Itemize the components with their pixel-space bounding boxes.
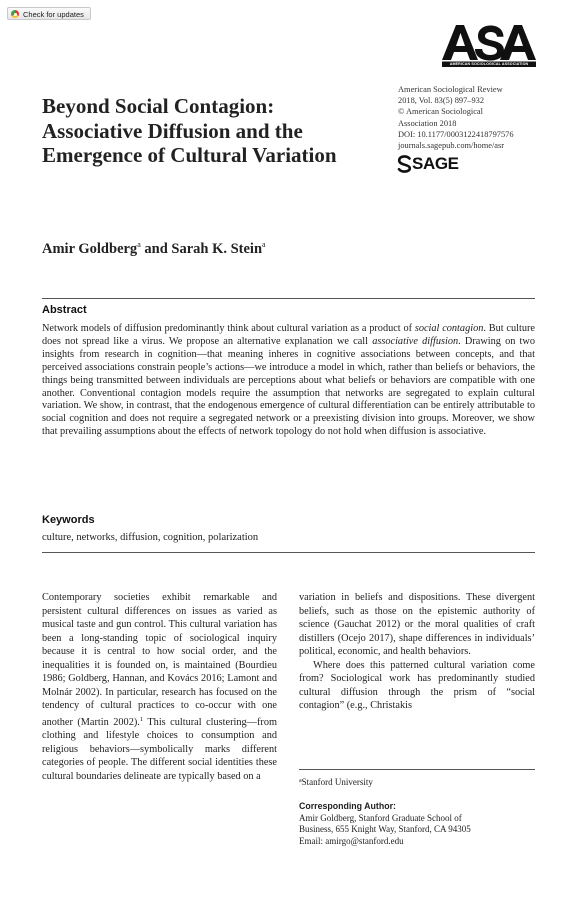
body-paragraph: variation in beliefs and dispositions. These divergent beliefs, such as those on the epistemic authority of science (Gauchat 2012) or the moral qualities of craft distillers (Ocejo 2017), shape differences in individuals’ political, economic, and health behaviors. bbox=[299, 592, 535, 657]
affiliation-mark: a bbox=[299, 778, 302, 784]
author-name: Amir Goldberg bbox=[42, 241, 138, 257]
asa-logo-subtitle: AMERICAN SOCIOLOGICAL ASSOCIATION bbox=[449, 61, 529, 66]
abstract-emphasis: associative diffusion bbox=[372, 335, 459, 347]
journal-volume: 2018, Vol. 83(5) 897–932 bbox=[398, 96, 485, 106]
sage-wordmark: SAGE bbox=[412, 154, 459, 173]
abstract-segment: . But culture does not spread like a virus. We propose an alternative explanation we call bbox=[42, 323, 535, 347]
journal-url[interactable]: journals.sagepub.com/home/asr bbox=[398, 141, 505, 151]
abstract-segment: Network models of diffusion predominantly think about cultural variation as a product of bbox=[42, 323, 415, 334]
body-column-left bbox=[42, 591, 277, 783]
abstract-top-rule bbox=[42, 298, 535, 299]
check-for-updates-button[interactable] bbox=[7, 7, 91, 20]
keywords-list: culture, networks, diffusion, cognition, polarization bbox=[42, 532, 259, 543]
abstract-text bbox=[42, 323, 535, 439]
journal-name: American Sociological Review bbox=[398, 85, 503, 94]
check-for-updates-label: Check for updates bbox=[23, 10, 84, 19]
footnote-marker[interactable]: 1 bbox=[139, 715, 144, 723]
keywords-heading: Keywords bbox=[42, 514, 95, 526]
keywords-bottom-rule bbox=[42, 552, 535, 553]
sage-s-mark-icon bbox=[397, 155, 412, 173]
affiliation-text: Stanford University bbox=[301, 777, 373, 787]
author-list bbox=[42, 240, 266, 258]
author-connector: and bbox=[140, 241, 172, 257]
journal-info bbox=[398, 84, 548, 151]
corresponding-author-label: Corresponding Author: bbox=[299, 801, 396, 811]
abstract-heading: Abstract bbox=[42, 304, 87, 316]
corresponding-author-line: Business, 655 Knight Way, Stanford, CA 94305 bbox=[299, 824, 471, 834]
author-affiliation-mark: a bbox=[137, 240, 141, 249]
corresponding-author bbox=[299, 801, 539, 847]
author-affiliation-mark: a bbox=[262, 240, 266, 249]
crossmark-icon bbox=[11, 10, 19, 18]
journal-doi[interactable]: DOI: 10.1177/0003122418797576 bbox=[398, 129, 514, 139]
corresponding-author-email[interactable]: Email: amirgo@stanford.edu bbox=[299, 835, 404, 846]
corresponding-author-line: Amir Goldberg, Stanford Graduate School of bbox=[299, 812, 462, 823]
abstract-emphasis: social contagion bbox=[414, 323, 484, 334]
affiliation-note bbox=[299, 777, 373, 787]
asa-logo bbox=[442, 21, 536, 67]
footnote-rule bbox=[299, 769, 535, 770]
sage-logo bbox=[397, 154, 477, 176]
journal-copyright-year: Association 2018 bbox=[398, 118, 457, 128]
article-title: Beyond Social Contagion: Associative Diffusion and the Emergence of Cultural Variation bbox=[42, 94, 337, 167]
body-column-right bbox=[299, 591, 535, 713]
body-text: This cultural clustering—from clothing and lifestyle choices to consumption and religious behaviors—symbolically marks different categories of people. The different social identities these cultural boundaries delineate are typically based on a bbox=[42, 716, 277, 782]
journal-copyright: © American Sociological bbox=[398, 107, 483, 117]
author-name: Sarah K. Stein bbox=[171, 241, 263, 257]
body-paragraph: Where does this patterned cultural variation come from? Sociological work has predominantly studied cultural diffusion through the prism of “social contagion” (e.g., Christakis bbox=[299, 659, 535, 711]
body-text: Contemporary societies exhibit remarkable and persistent cultural differences on issues as varied as musical taste and gun control. This cultural variation has been a long-standing topic of sociological inquiry because it is central to how social order, and the inequalities it is founded on, is maintained (Bourdieu 1986; Goldberg, Hannan, and Kovács 2016; Lamont and Molnár 2002). In particular, research has focused on the tendency of cultural practices to co-occur with one another (Martin 2002). bbox=[42, 592, 277, 728]
abstract-segment: . Drawing on two insights from research in cognition—that meaning inheres in cognitive associations between concepts, and that perceived associations constrain people’s actions—we introduce a model in which, rather than beliefs or behaviors, the things being transmitted between individuals are perceptions about what beliefs or behaviors are compatible with one another. Conventional contagion models require the assumption that networks are segregated to explain cultural variation. We show, in contrast, that the endogenous emergence of cultural differentiation can be entirely attributable to social cognition and does not require a segregated network or a preexisting division into groups. Moreover, we show that prevailing assumptions about the effects of network topology do not hold when diffusion is associative. bbox=[42, 335, 535, 438]
